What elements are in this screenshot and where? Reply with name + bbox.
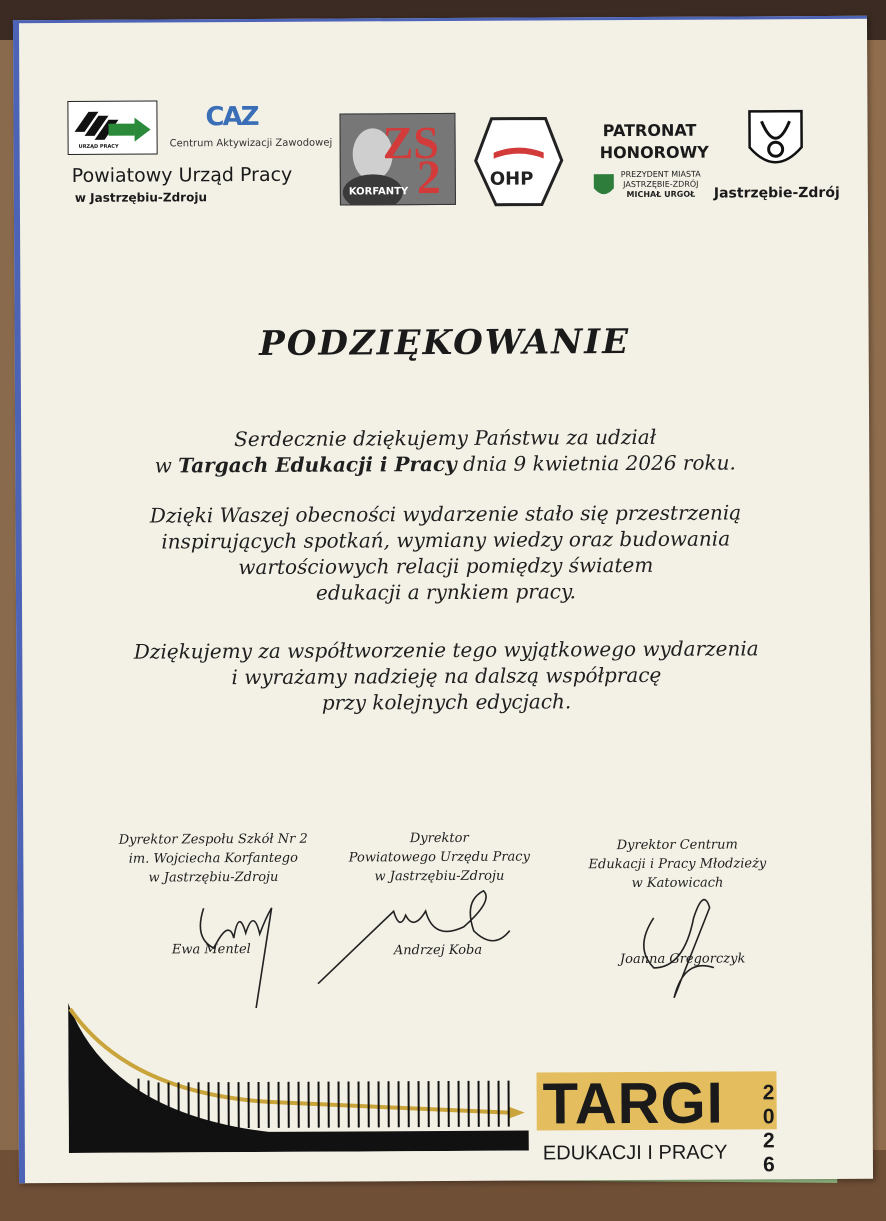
- paragraph-2: [21, 499, 870, 607]
- ohp-text: OHP: [489, 168, 534, 190]
- targi-subtitle: EDUKACJI I PRACY: [542, 1141, 728, 1165]
- targi-title: TARGI: [542, 1070, 724, 1137]
- certificate-title: PODZIĘKOWANIE: [259, 322, 631, 364]
- p2-line2: inspirujących spotkań, wymiany wiedzy oraz budowania: [161, 526, 731, 554]
- sig3-title-line2: Edukacji i Pracy Młodzieży: [588, 856, 767, 873]
- sig2-title-line3: w Jastrzębiu-Zdroju: [374, 868, 505, 885]
- year-digit-4: 6: [763, 1153, 775, 1177]
- jastrzebie-crest-icon: [745, 107, 805, 177]
- p2-line1: Dzięki Waszej obecności wydarzenie stało się przestrzenią: [149, 500, 742, 528]
- pup-logo: [67, 100, 157, 154]
- sig3-title-line1: Dyrektor Centrum: [616, 837, 738, 854]
- pup-subtitle: w Jastrzębiu-Zdroju: [74, 190, 208, 205]
- sig1-title-line2: im. Wojciecha Korfantego: [128, 850, 298, 867]
- p2-line3: wartościowych relacji pomiędzy światem: [238, 552, 654, 580]
- city-name: Jastrzębie-Zdrój: [713, 184, 840, 202]
- p1-line1: Serdecznie dziękujemy Państwu za udział: [234, 424, 657, 452]
- sig1-title-line3: w Jastrzębiu-Zdroju: [148, 869, 279, 886]
- year-digit-3: 2: [762, 1129, 775, 1153]
- p1-line2: [21, 449, 869, 479]
- patronat-honorowy: [599, 120, 709, 165]
- year-digit-2: 0: [762, 1105, 775, 1129]
- sig3-title-line3: w Katowicach: [631, 875, 724, 892]
- sig2-title-line1: Dyrektor: [409, 830, 469, 847]
- pup-box-label: URZĄD PRACY: [78, 143, 119, 150]
- patronat-line1: PATRONAT: [602, 120, 697, 141]
- p2-line4: edukacji a rynkiem pracy.: [315, 579, 576, 605]
- prezydent-line2: JASTRZĘBIE-ZDRÓJ: [623, 179, 699, 190]
- p1-line2-post: dnia 9 kwietnia 2026 roku.: [456, 450, 736, 476]
- pup-name: Powiatowy Urząd Pracy: [71, 163, 293, 187]
- zs2-logo: [339, 113, 455, 206]
- paragraph-1: [21, 423, 869, 479]
- caz-name: Centrum Aktywizacji Zawodowej: [169, 137, 333, 150]
- signature-3-handwriting: [613, 877, 734, 1008]
- prezydent-info: [616, 170, 706, 200]
- p1-event-name: Targach Edukacji i Pracy: [178, 451, 457, 478]
- certificate-paper: [13, 16, 873, 1183]
- zs2-number: 2: [416, 151, 441, 205]
- caz-logo: CAZ: [205, 101, 258, 133]
- targi-year: [759, 1081, 780, 1177]
- sig3-name: Joanna Gregorczyk: [619, 951, 746, 968]
- signature-2-handwriting: [313, 871, 514, 992]
- p3-line2: i wyrażamy nadzieję na dalszą współpracę: [231, 662, 662, 690]
- p3-line3: przy kolejnych edycjach.: [321, 689, 572, 715]
- year-digit-1: 2: [762, 1081, 775, 1105]
- ohp-shield-icon: [471, 112, 566, 208]
- paragraph-3: [22, 635, 870, 717]
- p3-line1: Dziękujemy za współtworzenie tego wyjątkowego wydarzenia: [133, 636, 759, 664]
- footer-swoosh-graphic: [68, 1001, 529, 1153]
- p1-line2-pre: w: [154, 453, 179, 478]
- sig1-title-line1: Dyrektor Zespołu Szkół Nr 2: [118, 831, 308, 848]
- zs2-letters: ZS: [382, 117, 440, 169]
- logo-row: [19, 19, 868, 243]
- prezydent-line3: MICHAŁ URGOŁ: [626, 189, 696, 200]
- zs2-label: KORFANTY: [348, 186, 409, 198]
- sig1-name: Ewa Mentel: [171, 942, 251, 958]
- ohp-logo: [471, 112, 566, 208]
- patronat-line2: HONOROWY: [599, 142, 709, 163]
- city-crest-green-icon: [592, 172, 616, 200]
- sig2-title-line2: Powiatowego Urzędu Pracy: [348, 849, 530, 866]
- sig2-name: Andrzej Koba: [393, 942, 483, 959]
- prezydent-line1: PREZYDENT MIASTA: [620, 169, 701, 180]
